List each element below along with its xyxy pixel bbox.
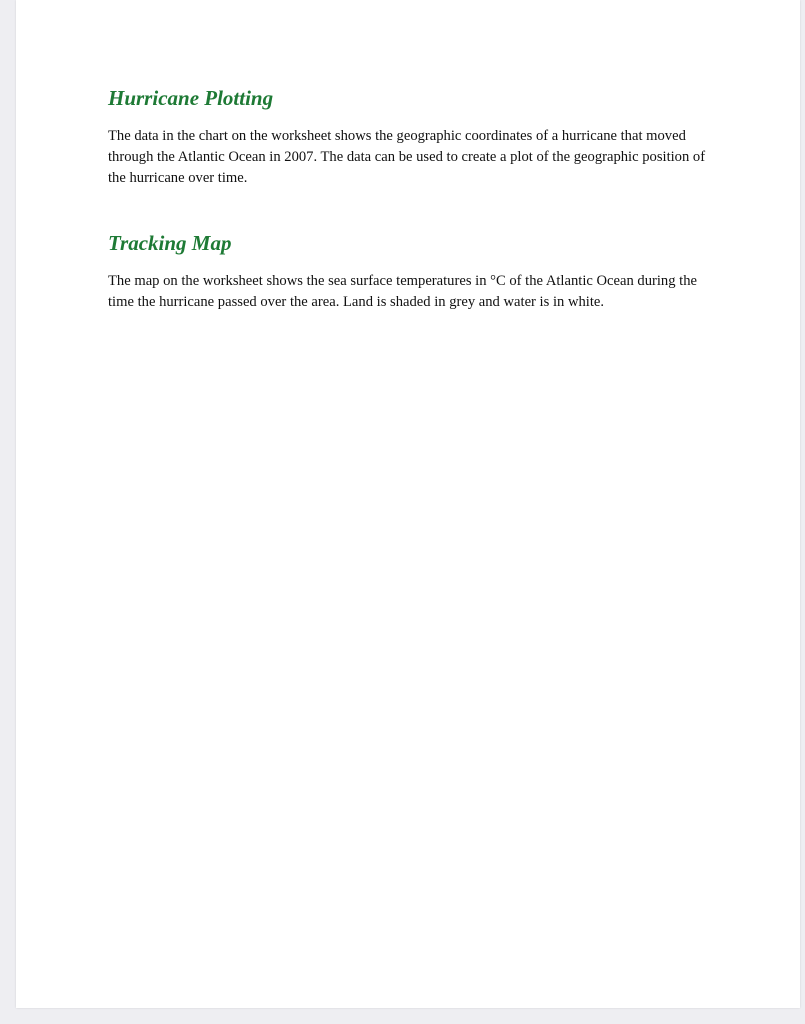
section-heading: Hurricane Plotting [108, 86, 274, 110]
section-paragraph: The map on the worksheet shows the sea surface temperatures in °C of the Atlantic Ocean during the time the hurricane passed over the area. Land is shaded in grey and water is in white. [108, 273, 697, 310]
section-paragraph: The data in the chart on the worksheet shows the geographic coordinates of a hurricane that moved through the Atlantic Ocean in 2007. The data can be used to create a plot of the geographic position of the hurricane over time. [108, 128, 706, 186]
section-heading: Tracking Map [108, 231, 232, 255]
section-tracking-map [108, 229, 720, 313]
page-content [108, 84, 720, 313]
section-hurricane-plotting [108, 84, 720, 189]
document-page [16, 0, 800, 1008]
